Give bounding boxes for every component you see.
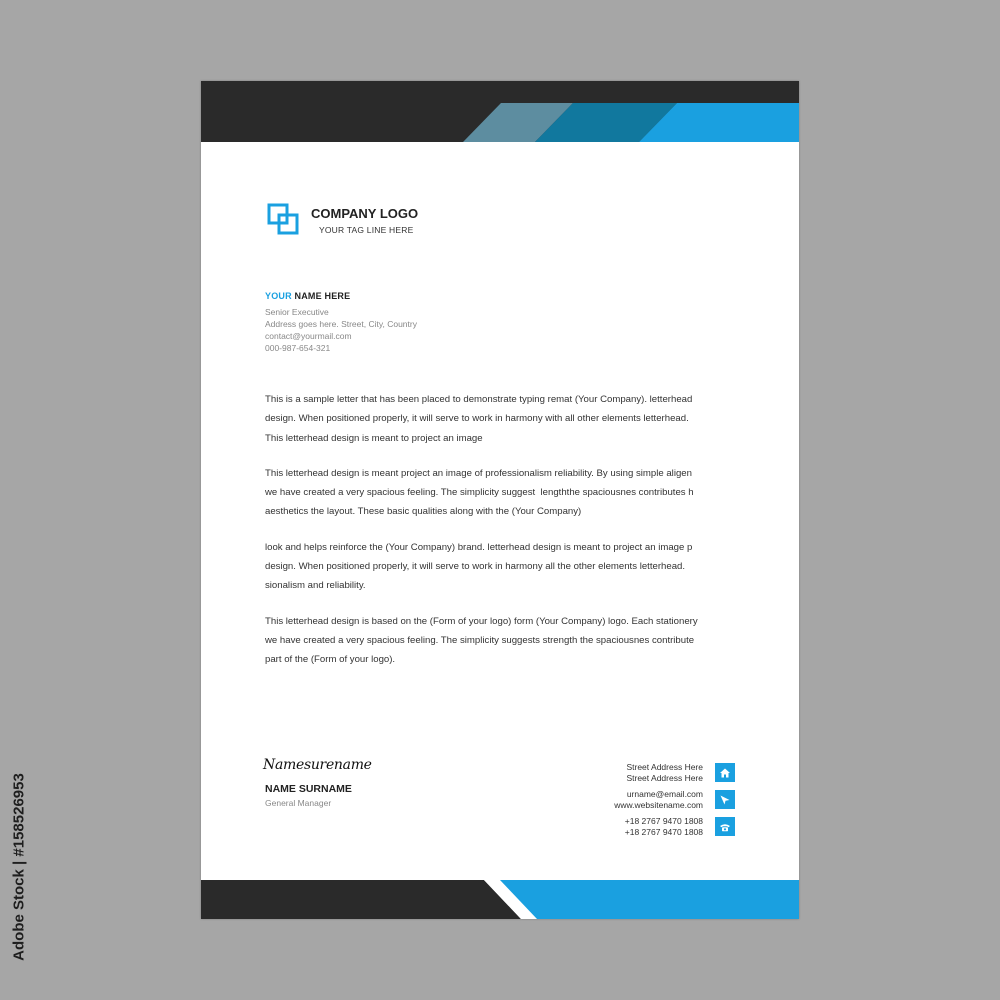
body-paragraph xyxy=(265,464,745,522)
body-line: sionalism and reliability. xyxy=(265,580,366,592)
body-line: This letterhead design is meant to project an image xyxy=(265,432,483,444)
body-line: aesthetics the layout. These basic qualities along with the (Your Company) xyxy=(265,506,582,518)
footer-accent-stripe xyxy=(500,880,799,919)
body-line: part of the (Form of your logo). xyxy=(265,654,396,666)
phone-icon xyxy=(715,817,735,836)
contact-website: www.websitename.com xyxy=(614,800,703,810)
body-line: This letterhead design is meant project an image of professionalism reliability. By using simple aligen xyxy=(265,467,692,479)
letterhead-page xyxy=(201,81,799,919)
contact-phones xyxy=(625,816,703,838)
body-line: design. When positioned properly, it will serve to work in harmony with all other elements letterhead. xyxy=(265,413,689,425)
interlocking-squares-icon xyxy=(267,203,301,237)
contact-phone-1: +18 2767 9470 1808 xyxy=(624,816,703,826)
logo-name: COMPANY LOGO xyxy=(311,206,419,221)
sender-name-rest: NAME HERE xyxy=(291,291,351,301)
sender-phone: 000-987-654-321 xyxy=(265,343,331,353)
body-line: look and helps reinforce the (Your Company) brand. letterhead design is meant to project an image p xyxy=(265,541,693,553)
contact-phone-2: +18 2767 9470 1808 xyxy=(624,827,703,837)
sender-address: Address goes here. Street, City, Country xyxy=(265,319,417,329)
letter-body xyxy=(265,390,745,686)
stock-id-label xyxy=(7,752,31,982)
address-line-1: Street Address Here xyxy=(626,762,703,772)
body-line: This is a sample letter that has been placed to demonstrate typing remat (Your Company). letterhead xyxy=(265,394,693,405)
logo-tagline: YOUR TAG LINE HERE xyxy=(319,225,414,235)
send-icon xyxy=(715,790,735,809)
body-line: design. When positioned properly, it will serve to work in harmony all the other elements letterhead. xyxy=(265,561,686,573)
sender-title: Senior Executive xyxy=(265,307,329,317)
contact-address xyxy=(626,762,703,784)
contact-email: urname@email.com xyxy=(626,789,703,799)
sender-block xyxy=(265,291,417,354)
home-icon xyxy=(715,763,735,782)
body-paragraph xyxy=(265,390,745,448)
body-line: we have created a very spacious feeling. The simplicity suggest lengththe spaciousnes contributes h xyxy=(265,487,694,499)
footer-dark-stripe xyxy=(201,880,521,919)
stock-id-text: Adobe Stock | #158526953 xyxy=(10,773,28,961)
header-band xyxy=(201,81,799,142)
contact-web xyxy=(614,789,703,811)
body-line: we have created a very spacious feeling. The simplicity suggests strength the spaciousnes contribute xyxy=(265,634,695,646)
sender-name xyxy=(265,291,417,301)
sender-email: contact@yourmail.com xyxy=(265,331,352,341)
body-paragraph xyxy=(265,612,745,670)
signer-title: General Manager xyxy=(265,798,332,808)
body-paragraph xyxy=(265,538,745,596)
address-line-2: Street Address Here xyxy=(626,773,703,783)
signer-name: NAME SURNAME xyxy=(265,783,352,795)
handwritten-signature: Namesurename xyxy=(263,757,372,773)
footer-band xyxy=(201,880,799,919)
body-line: This letterhead design is based on the (Form of your logo) form (Your Company) logo. Each stationery xyxy=(265,615,698,627)
sender-name-accent: YOUR xyxy=(265,291,292,301)
